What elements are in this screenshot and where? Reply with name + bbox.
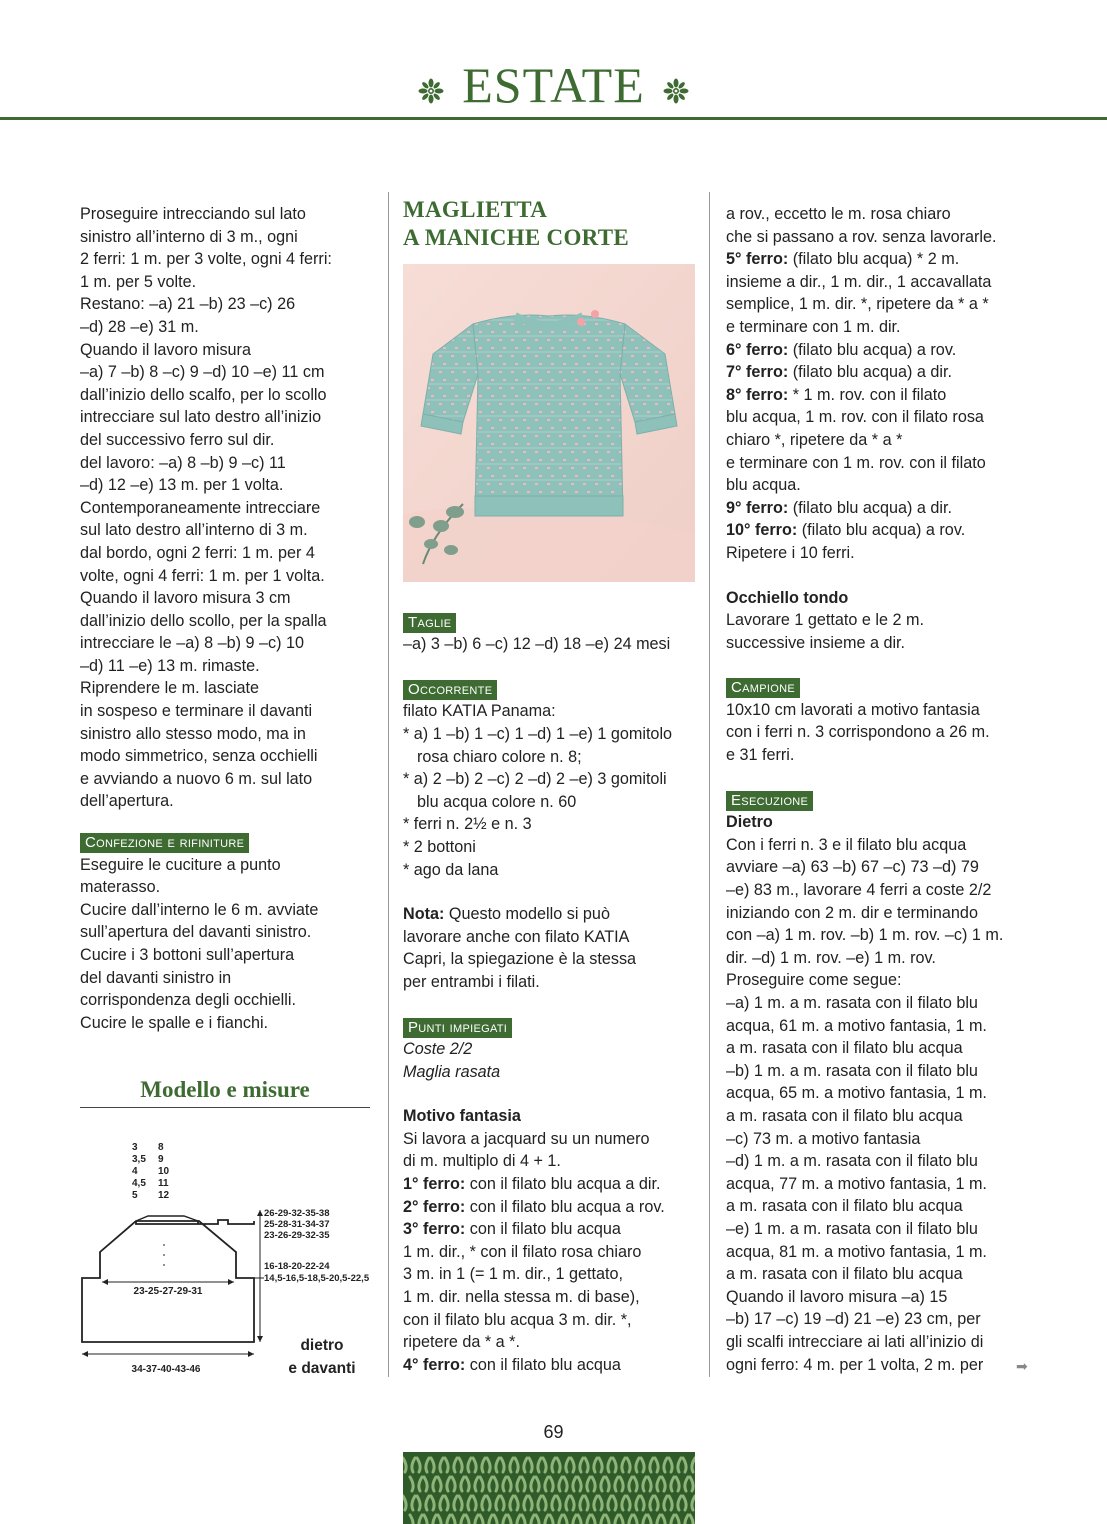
- text-line: del lavoro: –a) 8 –b) 9 –c) 11: [80, 453, 286, 472]
- row-instruction: [726, 248, 1026, 271]
- text-line: a m. rasata con il filato blu acqua: [726, 1197, 963, 1216]
- text-line: Contemporaneamente intrecciare: [80, 498, 321, 517]
- row-instruction-text: con il filato blu acqua: [465, 1355, 621, 1374]
- row-instruction-text: con il filato blu acqua a dir.: [465, 1175, 661, 1194]
- text-line: dir. –d) 1 m. rov. –e) 1 m. rov.: [726, 948, 936, 967]
- text-line: blu acqua.: [726, 476, 801, 495]
- motivo-heading: Motivo fantasia: [403, 1107, 521, 1126]
- note-text: [403, 903, 693, 993]
- material-line: * a) 1 –b) 1 –c) 1 –d) 1 –e) 1 gomitolo: [403, 724, 673, 743]
- occhiello-text: [726, 609, 1026, 654]
- text-line: di m. multiplo di 4 + 1.: [403, 1152, 561, 1171]
- text-line: 2 ferri: 1 m. per 3 volte, ogni 4 ferri:: [80, 250, 332, 269]
- text-line: 1 m. dir. nella stessa m. di base),: [403, 1288, 640, 1307]
- text-line: ogni ferro: 4 m. per 1 volta, 2 m. per: [726, 1355, 984, 1374]
- material-line: * ferri n. 2½ e n. 3: [403, 815, 532, 834]
- column-divider: [388, 192, 389, 1377]
- header-title-text: ESTATE: [462, 57, 645, 113]
- row-instruction: [726, 384, 1026, 407]
- text-line: sinistro all’interno di 3 m., ogni: [80, 227, 298, 246]
- material-line: blu acqua colore n. 60: [417, 792, 577, 811]
- text-line: acqua, 61 m. a motivo fantasia, 1 m.: [726, 1016, 987, 1035]
- row-instruction-label: 10° ferro:: [726, 521, 798, 540]
- text-line: e terminare con 1 m. dir.: [726, 317, 901, 336]
- text-line: chiaro *, ripetere da * a *: [726, 430, 903, 449]
- text-line: Proseguire come segue:: [726, 971, 902, 990]
- section-heading-taglie: Taglie: [403, 613, 456, 633]
- section-heading-esecuzione: Esecuzione: [726, 791, 813, 811]
- column-divider: [709, 192, 710, 1377]
- text-line: intrecciare le –a) 8 –b) 9 –c) 10: [80, 634, 305, 653]
- text-line: blu acqua, 1 m. rov. con il filato rosa: [726, 408, 984, 427]
- stitches-list: [403, 1038, 693, 1083]
- row-instruction-text: (filato blu acqua) a rov.: [797, 521, 966, 540]
- note-text-line: per entrambi i filati.: [403, 972, 540, 991]
- shoulder-measure: 3: [132, 1142, 138, 1153]
- row-instruction-label: 5° ferro:: [726, 250, 789, 269]
- text-line: intrecciare sul lato destro all’inizio: [80, 408, 322, 427]
- row-instruction: [403, 1354, 693, 1377]
- note-text-line: Questo modello si può: [444, 905, 610, 924]
- text-line: dall’inizio dello scalfo, per lo scollo: [80, 385, 327, 404]
- shoulder-measure: 8: [158, 1142, 164, 1153]
- shoulder-measure: 4,5: [132, 1178, 146, 1189]
- row-instruction-label: 2° ferro:: [403, 1197, 466, 1216]
- text-line: –a) 7 –b) 8 –c) 9 –d) 10 –e) 11 cm: [80, 363, 325, 382]
- row-instruction-text: (filato blu acqua) a dir.: [788, 363, 953, 382]
- confezione-text: [80, 854, 376, 1035]
- text-line: modo simmetrico, senza occhielli: [80, 747, 318, 766]
- height-measure: 16-18-20-22-24: [264, 1261, 330, 1272]
- row-instruction-text: con il filato blu acqua: [465, 1220, 621, 1239]
- row-instruction-text: (filato blu acqua) a rov.: [788, 340, 957, 359]
- pattern-title-line2: A MANICHE CORTE: [403, 225, 630, 250]
- text-line: Proseguire intrecciando sul lato: [80, 205, 306, 223]
- text-line: iniziando con 2 m. dir e terminando: [726, 903, 978, 922]
- note-line: [403, 948, 693, 971]
- note-line: [403, 926, 693, 949]
- material-line: * a) 2 –b) 2 –c) 2 –d) 2 –e) 3 gomitoli: [403, 770, 667, 789]
- material-line: * 2 bottoni: [403, 837, 476, 856]
- text-line: con i ferri n. 3 corrispondono a 26 m.: [726, 723, 990, 742]
- row-instruction-text: (filato blu acqua) * 2 m.: [788, 250, 960, 269]
- text-line: Cucire dall’interno le 6 m. avviate: [80, 900, 319, 919]
- text-line: insieme a dir., 1 m. dir., 1 accavallata: [726, 272, 992, 291]
- row-instruction: [403, 1218, 693, 1241]
- row-instruction: [403, 1173, 693, 1196]
- gauge-text: [726, 699, 1026, 767]
- bottom-width-label: 34-37-40-43-46: [131, 1364, 201, 1375]
- rows-text: [726, 203, 1026, 565]
- section-heading-confezione: Confezione e rifiniture: [80, 833, 249, 853]
- text-line: acqua, 81 m. a motivo fantasia, 1 m.: [726, 1242, 987, 1261]
- pattern-title-line1: MAGLIETTA: [403, 197, 548, 222]
- row-instruction: [726, 339, 1026, 362]
- motivo-text: [403, 1128, 693, 1377]
- row-instruction-text: con il filato blu acqua a rov.: [465, 1197, 665, 1216]
- row-instruction-label: 1° ferro:: [403, 1175, 466, 1194]
- text-line: acqua, 65 m. a motivo fantasia, 1 m.: [726, 1084, 987, 1103]
- height-measure: 14,5-16,5-18,5-20,5-22,5: [264, 1273, 370, 1284]
- row-instruction-text: * 1 m. rov. con il filato: [788, 385, 947, 404]
- text-line: in sospeso e terminare il davanti: [80, 702, 313, 721]
- section-heading-punti: Punti impiegati: [403, 1018, 512, 1038]
- text-line: –a) 1 m. a m. rasata con il filato blu: [726, 994, 978, 1012]
- text-line: ripetere da * a *.: [403, 1333, 520, 1352]
- height-measure: 26-29-32-35-38: [264, 1208, 330, 1219]
- text-line: 10x10 cm lavorati a motivo fantasia: [726, 700, 980, 719]
- shoulder-measure: 10: [158, 1166, 170, 1177]
- text-line: –d) 28 –e) 31 m.: [80, 317, 199, 336]
- row-instruction-label: 6° ferro:: [726, 340, 789, 359]
- text-line: Restano: –a) 21 –b) 23 –c) 26: [80, 295, 296, 314]
- stitch-line: Coste 2/2: [403, 1040, 473, 1059]
- text-line: sul lato destro all’interno di 3 m.: [80, 521, 308, 540]
- text-line: a m. rasata con il filato blu acqua: [726, 1265, 963, 1284]
- text-line: con –a) 1 m. rov. –b) 1 m. rov. –c) 1 m.: [726, 926, 1004, 945]
- text-line: Si lavora a jacquard su un numero: [403, 1129, 650, 1148]
- text-line: Eseguire le cuciture a punto: [80, 855, 281, 874]
- text-line: e 31 ferri.: [726, 746, 795, 765]
- text-line: del successivo ferro sul dir.: [80, 430, 275, 449]
- text-line: sull’apertura del davanti sinistro.: [80, 923, 312, 942]
- text-line: con il filato blu acqua 3 m. dir. *,: [403, 1310, 632, 1329]
- row-instruction: [726, 497, 1026, 520]
- text-line: Riprendere le m. lasciate: [80, 679, 260, 698]
- text-line: –e) 1 m. a m. rasata con il filato blu: [726, 1219, 978, 1238]
- text-line: –e) 83 m., lavorare 4 ferri a coste 2/2: [726, 881, 992, 900]
- page-header: [0, 0, 1107, 122]
- shoulder-measure: 4: [132, 1166, 138, 1177]
- text-line: sinistro allo stesso modo, ma in: [80, 724, 306, 743]
- pattern-schematic: [78, 1128, 378, 1388]
- text-line: –b) 17 –c) 19 –d) 21 –e) 23 cm, per: [726, 1310, 981, 1329]
- text-line: Quando il lavoro misura –a) 15: [726, 1287, 948, 1306]
- text-line: –b) 1 m. a m. rasata con il filato blu: [726, 1061, 978, 1080]
- diagram-label-davanti: e davanti: [288, 1360, 356, 1377]
- row-instruction: [403, 1196, 693, 1219]
- note-text-line: lavorare anche con filato KATIA: [403, 927, 630, 946]
- text-line: 1 m. per 5 volte.: [80, 272, 197, 291]
- row-instruction-label: 8° ferro:: [726, 385, 789, 404]
- dietro-text: [726, 834, 1026, 1376]
- text-line: dal bordo, ogni 2 ferri: 1 m. per 4: [80, 543, 315, 562]
- dietro-heading: Dietro: [726, 813, 773, 832]
- text-line: e terminare con 1 m. rov. con il filato: [726, 453, 986, 472]
- text-line: corrispondenza degli occhielli.: [80, 991, 296, 1010]
- continue-arrow-icon: ➡: [1016, 1358, 1028, 1374]
- header-divider: [0, 117, 1107, 120]
- row-instruction: [726, 519, 1026, 542]
- text-line: Con i ferri n. 3 e il filato blu acqua: [726, 835, 967, 854]
- pattern-title: [403, 196, 693, 252]
- row-instruction-label: 9° ferro:: [726, 498, 789, 517]
- text-line: a rov., eccetto le m. rosa chiaro: [726, 205, 951, 223]
- height-measure: 25-28-31-34-37: [264, 1219, 330, 1230]
- materials-list: [403, 700, 693, 881]
- text-line: –d) 12 –e) 13 m. per 1 volta.: [80, 476, 284, 495]
- text-line: materasso.: [80, 878, 161, 897]
- text-line: dell’apertura.: [80, 792, 174, 811]
- text-line: –c) 73 m. a motivo fantasia: [726, 1129, 921, 1148]
- note-text-line: Capri, la spiegazione è la stessa: [403, 950, 637, 969]
- section-title: [0, 55, 1107, 115]
- instructions-text: [80, 203, 376, 813]
- text-line: volte, ogni 4 ferri: 1 m. per 1 volta.: [80, 566, 325, 585]
- page-number: 69: [543, 1422, 564, 1442]
- text-line: –d) 1 m. a m. rasata con il filato blu: [726, 1152, 978, 1171]
- text-line: dall’inizio dello scollo, per la spalla: [80, 611, 327, 630]
- height-measure: 23-26-29-32-35: [264, 1230, 330, 1241]
- text-line: 3 m. in 1 (= 1 m. dir., 1 gettato,: [403, 1265, 623, 1284]
- shoulder-measure: 12: [158, 1190, 170, 1201]
- text-line: e avviando a nuovo 6 m. sul lato: [80, 769, 313, 788]
- text-line: Ripetere i 10 ferri.: [726, 543, 855, 562]
- note-line: [403, 971, 693, 994]
- material-line: rosa chiaro colore n. 8;: [417, 747, 582, 766]
- diagram-title-rule: [80, 1107, 370, 1108]
- text-line: che si passano a rov. senza lavorarle.: [726, 227, 997, 246]
- flower-icon: [663, 78, 689, 104]
- section-heading-campione: Campione: [726, 678, 800, 698]
- text-line: Quando il lavoro misura 3 cm: [80, 589, 291, 608]
- column-right: [726, 203, 1026, 1376]
- text-line: Quando il lavoro misura: [80, 340, 251, 359]
- row-instruction-label: 4° ferro:: [403, 1355, 466, 1374]
- text-line: a m. rasata con il filato blu acqua: [726, 1106, 963, 1125]
- row-instruction: [726, 361, 1026, 384]
- knit-texture-band: [403, 1452, 695, 1524]
- text-line: del davanti sinistro in: [80, 968, 232, 987]
- text-line: acqua, 77 m. a motivo fantasia, 1 m.: [726, 1174, 987, 1193]
- text-line: 1 m. dir., * con il filato rosa chiaro: [403, 1242, 642, 1261]
- text-line: Cucire le spalle e i fianchi.: [80, 1013, 269, 1032]
- text-line: avviare –a) 63 –b) 67 –c) 73 –d) 79: [726, 858, 979, 877]
- stitch-line: Maglia rasata: [403, 1062, 501, 1081]
- shoulder-measure: 3,5: [132, 1154, 146, 1165]
- note-label: Nota:: [403, 905, 445, 924]
- text-line: Lavorare 1 gettato e le 2 m.: [726, 611, 924, 630]
- inner-width-label: 23-25-27-29-31: [133, 1286, 203, 1297]
- row-instruction-label: 7° ferro:: [726, 363, 789, 382]
- sweater-photo: [403, 264, 695, 582]
- column-left: [80, 203, 376, 1034]
- text-line: successive insieme a dir.: [726, 633, 906, 652]
- diagram-label-dietro: dietro: [300, 1337, 344, 1354]
- diagram-title: Modello e misure: [140, 1077, 310, 1102]
- row-instruction-text: (filato blu acqua) a dir.: [788, 498, 953, 517]
- material-line: filato KATIA Panama:: [403, 702, 556, 721]
- shoulder-measure: 5: [132, 1190, 138, 1201]
- text-line: Cucire i 3 bottoni sull’apertura: [80, 946, 295, 964]
- sizes-text: –a) 3 –b) 6 –c) 12 –d) 18 –e) 24 mesi: [403, 635, 671, 654]
- shoulder-measure: 11: [158, 1178, 169, 1189]
- text-line: semplice, 1 m. dir. *, ripetere da * a *: [726, 295, 989, 314]
- text-line: gli scalfi intrecciare ai lati all’inizio di: [726, 1332, 984, 1351]
- text-line: a m. rasata con il filato blu acqua: [726, 1039, 963, 1058]
- shoulder-measure: 9: [158, 1154, 164, 1165]
- text-line: –d) 11 –e) 13 m. rimaste.: [80, 656, 260, 675]
- material-line: * ago da lana: [403, 860, 499, 879]
- column-middle: [403, 196, 693, 1376]
- note-line: [403, 903, 693, 926]
- occhiello-heading: Occhiello tondo: [726, 588, 849, 607]
- row-instruction-label: 3° ferro:: [403, 1220, 466, 1239]
- section-heading-occorrente: Occorrente: [403, 680, 497, 700]
- flower-icon: [418, 78, 444, 104]
